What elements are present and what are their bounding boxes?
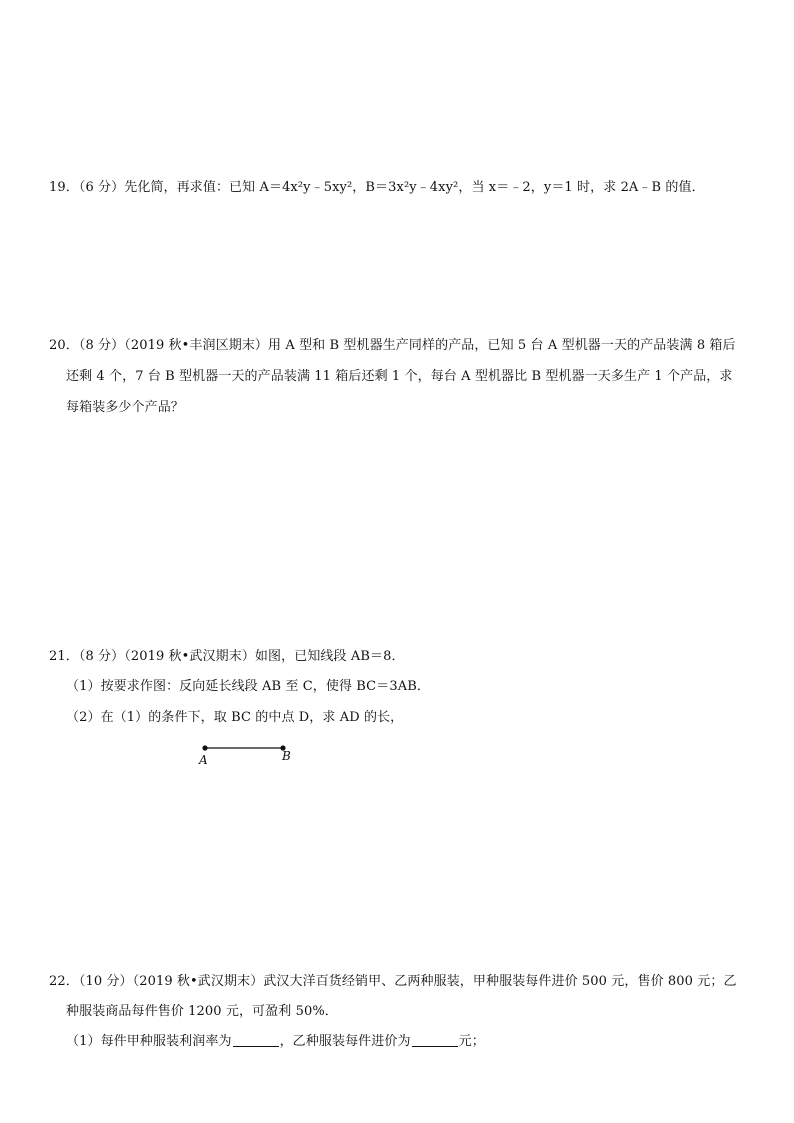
question-21-part-1: （1）按要求作图：反向延长线段 AB 至 C，使得 BC＝3AB． — [66, 679, 430, 694]
question-20-line-2: 还剩 4 个，7 台 B 型机器一天的产品装满 11 箱后还剩 1 个，每台 A 型机器比 B 型机器一天多生产 1 个产品，求 — [66, 369, 733, 384]
point-a-label: A — [199, 753, 208, 767]
answer-blank-purchase-price[interactable] — [412, 1034, 458, 1047]
answer-blank-profit-rate[interactable] — [233, 1034, 279, 1047]
question-22-part-1-text-a: （1）每件甲种服装利润率为 — [66, 1034, 232, 1049]
question-19: 19．（6 分）先化简，再求值：已知 A＝4x²y﹣5xy²，B＝3x²y﹣4xy²，当 x＝﹣2，y＝1 时，求 2A﹣B 的值． — [49, 180, 705, 195]
point-a-dot — [202, 745, 207, 750]
question-22-part-1-text-c: 元； — [458, 1034, 485, 1049]
point-b-label: B — [282, 749, 291, 763]
question-20-line-1: 20．（8 分）（2019 秋•丰润区期末）用 A 型和 B 型机器生产同样的产品，已知 5 台 A 型机器一天的产品装满 8 箱后 — [49, 338, 736, 353]
question-22-line-2: 种服装商品每件售价 1200 元，可盈利 50%． — [66, 1004, 338, 1019]
question-21-line-1: 21．（8 分）（2019 秋•武汉期末）如图，已知线段 AB＝8． — [49, 649, 405, 664]
question-21-part-2: （2）在（1）的条件下，取 BC 的中点 D，求 AD 的长， — [66, 710, 404, 725]
question-22-part-1-text-b: ，乙种服装每件进价为 — [279, 1034, 411, 1049]
question-22-line-1: 22．（10 分）（2019 秋•武汉期末）武汉大洋百货经销甲、乙两种服装，甲种服装每件进价 500 元，售价 800 元；乙 — [49, 974, 737, 989]
question-22-part-1 — [66, 1033, 485, 1051]
question-20-line-3: 每箱装多少个产品？ — [66, 400, 184, 415]
segment-ab-figure — [196, 740, 306, 770]
